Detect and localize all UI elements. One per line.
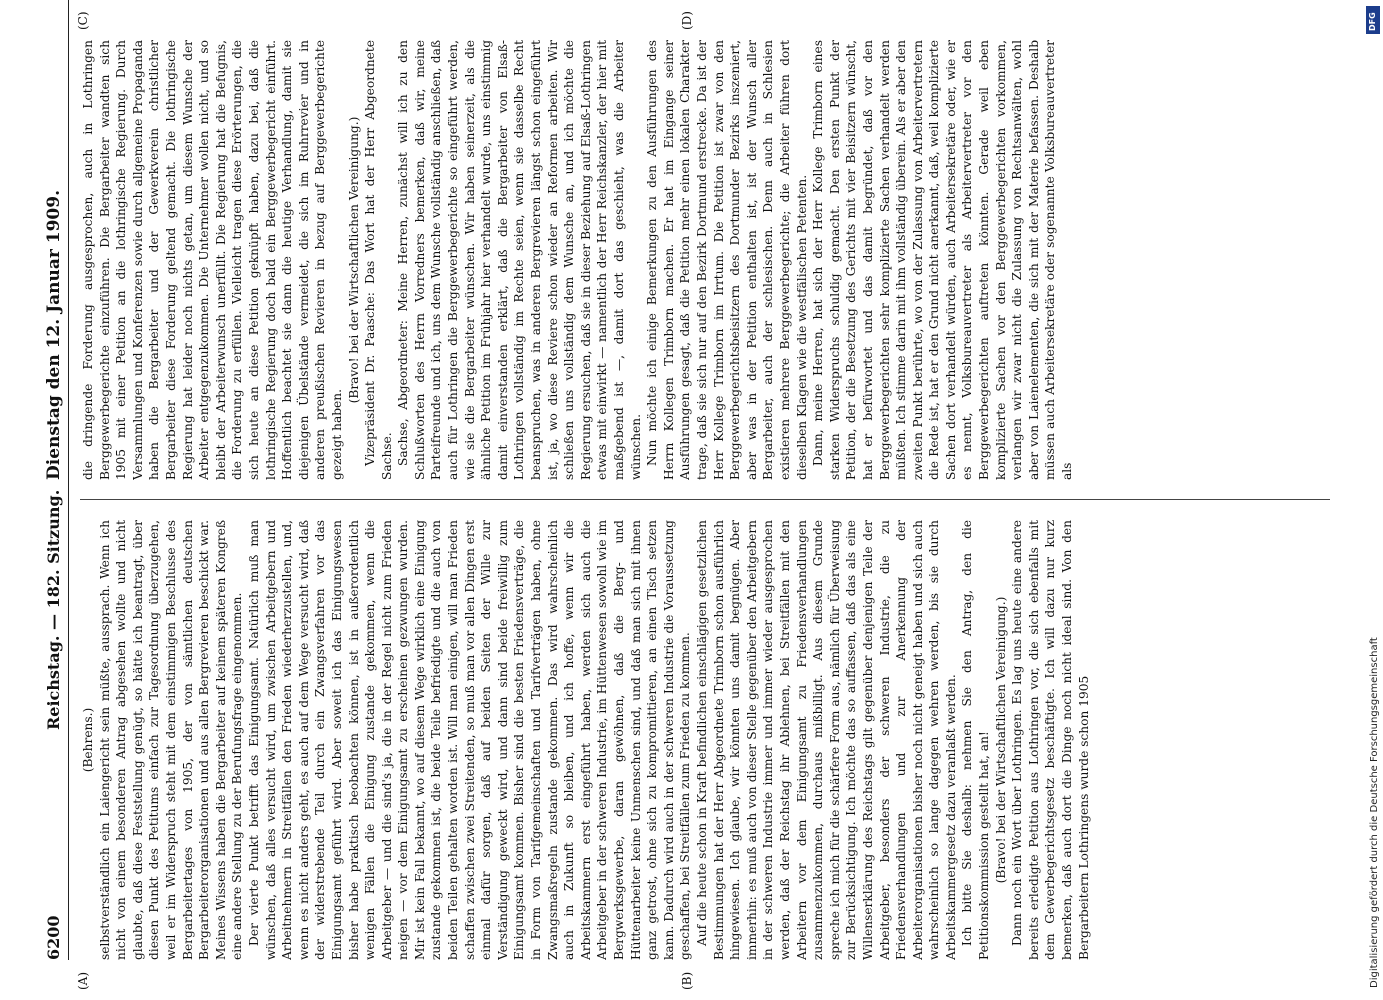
dfg-logo-text: DFG [1368, 12, 1377, 31]
paragraph: die dringende Forderung ausgesprochen, auch in Lothringen Berggewerbegerichte einzuführen. Die Bergarbeiter wandten sich 1905 mit einer Petition an die lothringische Regierung. Durch Versammlungen und Konferenzen sowie durch allgemeine Propaganda haben die Bergarbeiter und der Gewerkverein christlicher Bergarbeiter diese Forderung geltend gemacht. Die lothringische Regierung hat leider noch nichts getan, um diesem Wunsche der Arbeiter entgegenzukommen. Die Unternehmer wollen nicht, und so bleibt der Arbeiterwunsch unerfüllt. Die Regierung hat die Befugnis, die Forderung zu erfüllen. Vielleicht tragen diese Erörterungen, die sich heute an diese Petition geknüpft haben, dazu bei, daß die lothringische Regierung doch bald ein Berggewerbegericht einführt. Hoffentlich beachtet sie dann die heutige Verhandlung, damit sie diejenigen Übelstände vermeidet, die sich im Ruhrrevier und in anderen preußischen Revieren in bezug auf Berggewerbegerichte gezeigt haben. [81, 40, 344, 480]
paragraph: Der vierte Punkt betrifft das Einigungsamt. Natürlich muß man wünschen, daß alles versucht wird, um zwischen Arbeitgebern und Arbeitnehmern in Streitfällen den Frieden wiederherzustellen, und, wenn es nicht anders geht, es auch auf dem Wege versucht wird, daß der widerstrebende Teil durch ein Zwangsverfahren vor das Einigungsamt geführt wird. Aber soweit ich das Einigungswesen bisher habe praktisch beobachten können, ist in außerordentlich wenigen Fällen die Einigung zustande gekommen, wenn die Arbeitgeber — und die sind's ja, die in der Regel nicht zum Frieden neigen — vor dem Einigungsamt zu erscheinen gezwungen wurden. Mir ist kein Fall bekannt, wo auf diesem Wege wirklich eine Einigung zustande gekommen ist, die beide Teile befriedigte und die auch von beiden Teilen gehalten worden ist. Will man einigen, will man Frieden schaffen zwischen zwei Streitenden, so muß man vor allen Dingen erst einmal dafür sorgen, daß auf beiden Seiten der Wille zur Verständigung geweckt wird, und dann sind beide freiwillig zum Einigungsamt kommen. Bisher sind die besten Friedensverträge, die in Form von Tarifgemeinschaften und Tarifverträgen haben, ohne Zwangsmaßregeln zustande gekommen. Das wird wahrscheinlich auch in Zukunft so bleiben, und ich hoffe, wenn wir die Arbeitskammern erst eingeführt haben, werden sich auch die Arbeitgeber in der schweren Industrie, im Hüttenwesen sowohl wie im Bergwerksgewerbe, daran gewöhnen, daß die Berg- und Hüttenarbeiter keine Unmenschen sind, und daß man sich mit ihnen ganz getrost, ohne sich zu kompromittieren, an einen Tisch setzen kann. Dadurch wird auch in der schweren Industrie die Voraussetzung geschaffen, bei Streitfällen zum Frieden zu kommen. [246, 520, 693, 960]
applause-note: (Bravo! bei der Wirtschaftlichen Vereinigung.) [993, 596, 1008, 884]
paragraph: Auf die heute schon in Kraft befindlichen einschlägigen gesetzlichen Bestimmungen hat der Herr Abgeordnete Trimborn schon ausführlich hingewiesen. Ich glaube, wir könnten uns damit begnügen. Aber immerhin: es muß auch von dieser Stelle gegenüber den Arbeitgebern in der schweren Industrie immer und immer wieder ausgesprochen werden, daß der Reichstag ihr Ablehnen, bei Streitfällen mit den Arbeitern vor dem Einigungsamt zu Friedensverhandlungen zusammenzukommen, durchaus mißbilligt. Aus diesem Grunde spreche ich mich für die schärfere Form aus, nämlich für Überweisung zur Berücksichtigung. Ich möchte das so auffassen, daß das als eine Willenserklärung des Reichstags gilt gegenüber denjenigen Teile der Arbeitgeber, besonders der schweren Industrie, die zu Friedensverhandlungen und zur Anerkennung der Arbeiterorganisationen bisher noch nicht geneigt haben und sich auch wahrscheinlich so lange dagegen wehren werden, bis sie durch Arbeitskammergesetz dazu veranlaßt werden. [694, 520, 958, 960]
margin-marker-d: (D) [680, 11, 694, 30]
session-date: Dienstag den 12. Januar 1909. [44, 190, 64, 480]
paragraph: Sachse, Abgeordneter: Meine Herren, zunächst will ich zu den Schlußworten des Herrn Vorredners bemerken, daß wir, meine Parteifreunde und ich, uns dem Wunsche vollständig anschließen, daß auch für Lothringen die Berggewerbegerichte so eingeführt werden, wie sie die Bergarbeiter wünschen. Wir haben seinerzeit, als die ähnliche Petition im Frühjahr hier verhandelt wurde, uns einstimmig damit einverstanden erklärt, daß die Bergarbeiter von Elsaß-Lothringen vollständig im Rechte seien, wenn sie dasselbe Recht beanspruchen, was in anderen Bergrevieren längst schon eingeführt ist, ja, wo diese Reviere schon wieder an Reformen arbeiten. Wir schließen uns vollständig dem Wunsche an, und ich möchte die Regierung ersuchen, daß sie in dieser Beziehung auf Elsaß-Lothringen etwas mit einwirkt — namentlich der Herr Reichskanzler, der hier mit maßgebend ist —, damit dort das geschieht, was die Arbeiter wünschen. [396, 40, 643, 480]
credit-text: Digitalisierung gefördert durch die Deutsche Forschungsgemeinschaft [1369, 637, 1380, 988]
speaker-continuation: (Behrens.) [81, 707, 95, 773]
paragraph: Dann noch ein Wort über Lothringen. Es lag uns heute eine andere bereits erledigte Petition aus Lothringen vor, die sich ebenfalls mit dem Gewerbegerichtsgesetz beschäftigte. Ich will dazu nur kurz bemerken, daß auch dort die Dinge noch nicht ideal sind. Von den Bergarbeitern Lothringens wurde schon 1905 [1010, 520, 1091, 960]
right-column [80, 40, 1330, 480]
paragraph: Ich bitte Sie deshalb: nehmen Sie den Antrag, den die Petitionskommission gestellt hat, an! [960, 520, 992, 960]
digitization-credit [1369, 8, 1381, 988]
left-column [80, 520, 1330, 960]
session-title: Reichstag. — 182. Sitzung. [44, 489, 63, 730]
page-number: 6200 [44, 915, 63, 960]
margin-marker-a: (A) [76, 971, 90, 990]
margin-marker-c: (C) [76, 11, 90, 30]
paragraph: Vizepräsident Dr. Paasche: Das Wort hat der Herr Abgeordnete Sachse. [363, 40, 394, 480]
applause-note: (Bravo! bei der Wirtschaftlichen Vereinigung.) [346, 116, 361, 404]
paragraph: selbstverständlich ein Laiengericht sein müßte, aussprach. Wenn ich nicht von einem besonderen Antrag abgesehen wollte und nicht glaubte, daß diese Feststellung genügt, so hätte ich beantragt, über diesen Punkt des Petitums einfach zur Tagesordnung überzugehen, weil er im Widerspruch steht mit dem einstimmigen Beschlusse des Bergarbeitertages von 1905, der von sämtlichen deutschen Bergarbeiterorganisationen und aus allen Bergrevieren beschickt war. Meines Wissens haben die Bergarbeiter auf keinem späteren Kongreß eine andere Stellung zu der Berufungsfrage eingenommen. [97, 520, 245, 960]
margin-marker-b: (B) [680, 971, 694, 990]
page-header [40, 0, 69, 960]
column-rule [80, 499, 1330, 500]
paragraph: Dann, meine Herren, hat sich der Herr Kollege Trimborn eines starken Widerspruchs schuldig gemacht. Den ersten Punkt der Petition, der die Besetzung des Gerichts mit vier Beisitzern wünscht, hat er befürwortet und das damit begründet, daß vor den Berggewerbegerichten sehr komplizierte Sachen verhandelt werden müßten. Ich stimme darin mit ihm vollständig überein. Als er aber den zweiten Punkt berührte, wo von der Zulassung von Arbeitervertretern die Rede ist, hat er den Grund nicht anerkannt, daß, weil komplizierte Sachen dort verhandelt würden, auch Arbeitersekretäre oder, wie er es nennt, Volksbureauvertreter als Arbeitervertreter vor den Berggewerbegerichten auftreten könnten. Gerade weil eben komplizierte Sachen vor den Berggewerbegerichten vorkommen, verlangen wir zwar nicht die Zulassung von Rechtsanwälten, wohl aber von Laienelementen, die sich mit der Materie befassen. Deshalb müssen auch Arbeitersekretäre oder sogenannte Volksbureauvertreter als [811, 40, 1075, 480]
document-page [40, 0, 1340, 990]
paragraph: Nun möchte ich einige Bemerkungen zu den Ausführungen des Herrn Kollegen Trimborn machen. Er hat im Eingange seiner Ausführungen gesagt, daß die Petition mehr einen lokalen Charakter trage, daß sie sich nur auf den Bezirk Dortmund erstrecke. Da ist der Herr Kollege Trimborn im Irrtum. Die Petition ist zwar von den Berggewerbegerichtsbeisitzern des Dortmunder Bezirks inszeniert, aber was in der Petition enthalten ist, ist der Wunsch aller Bergarbeiter, auch der schlesischen. Denn auch in Schlesien existieren mehrere Berggewerbegerichte; die Arbeiter führen dort dieselben Klagen wie die westfälischen Petenten. [645, 40, 809, 480]
